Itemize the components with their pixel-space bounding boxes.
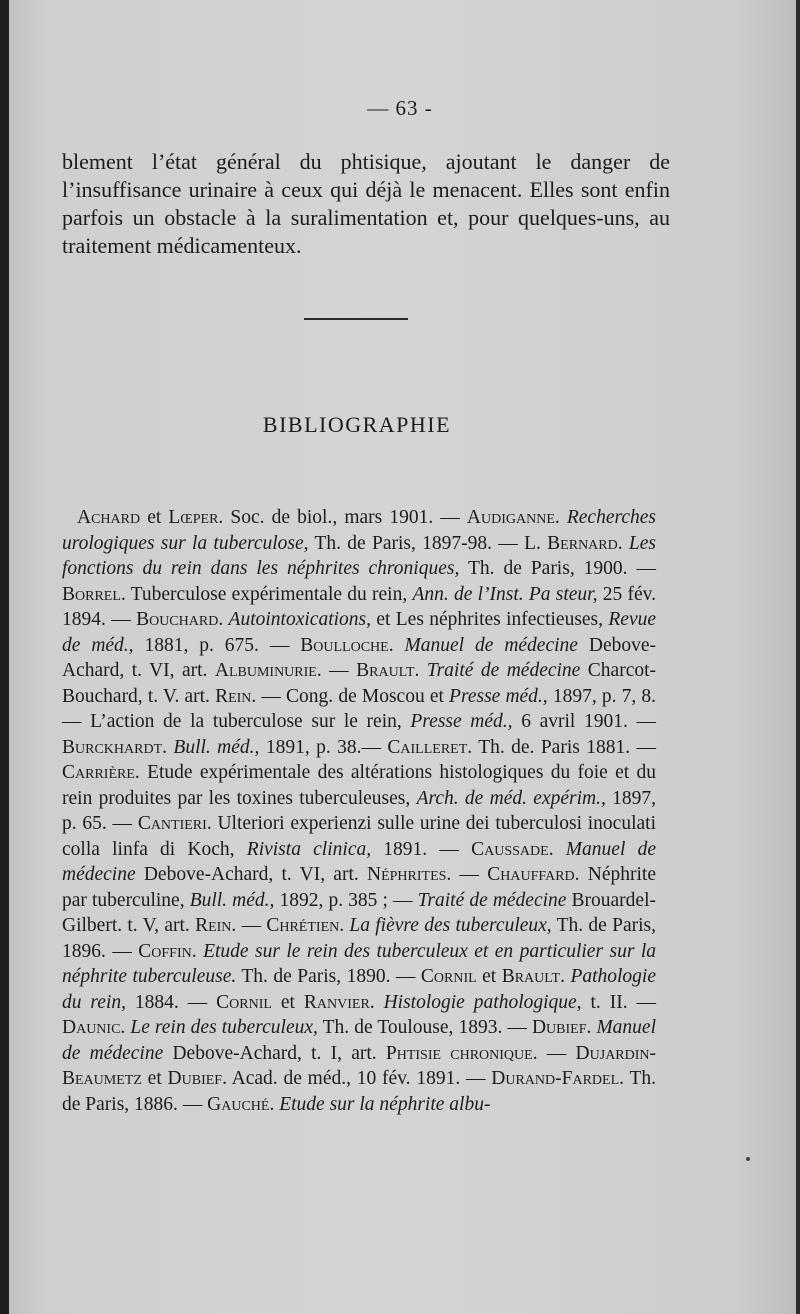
author-name: Burckhardt [62,736,163,758]
ink-speck [746,1157,750,1161]
citation-text: 25 fév. 1894. — [62,583,656,630]
citation-title: Bull. méd., [173,736,260,758]
author-name: Bouchard [136,609,219,630]
author-name: Cantieri [137,813,207,834]
page-shadow-left [0,0,9,1314]
citation-text: Brouardel-Gilbert. t. V, art. [62,889,656,936]
citation-text: Th. de Paris, 1890. — [236,966,421,987]
citation-text: 1881, p. 675. — [133,634,301,656]
citation-title: Pathologie du rein, [62,966,657,1013]
author-name: Néphrites [366,864,447,885]
citation-text: . [560,966,571,987]
citation-text: . — [231,915,267,936]
citation-text: . [191,940,204,962]
citation-text: et [476,966,502,987]
citation-text: 1884. — [126,991,217,1013]
citation-text: et Les néphrites infectieuses, [371,609,609,630]
citation-title: Bull. méd., [189,889,275,911]
citation-title: Histologie pathologique, [383,991,582,1013]
page-number: — 63 - [367,96,433,120]
author-name: Chauffard [487,864,575,885]
author-name: Durand-Fardel [491,1068,620,1089]
citation-text: . Etude expérimentale des altérations histologiques du foie et du rein produites par les toxines tuberculeuses, [62,762,656,809]
citation-title: Traité de médecine [426,660,581,681]
citation-text: et [140,507,169,528]
citation-title: La fièvre des tuberculeux, [349,915,552,936]
citation-text: 1891. — [371,838,472,860]
citation-title: Traité de médecine [417,889,567,911]
citation-title: Rivista clinica, [246,838,372,860]
citation-text: . [586,1017,597,1038]
author-name: Gauché [207,1093,270,1115]
intro-paragraph: blement l’état général du phtisique, ajoutant le danger de l’insuffisance urinaire à ceux qui déjà le menacent. Elles sont enfin parfois un obstacle à la suralimentation et, pour quelques-uns, au traitement médicamenteux. [62,149,670,258]
citation-text: Debove-Achard, t. VI, art. [62,634,657,681]
author-name: Brault [356,660,415,681]
author-name: Coffin [138,940,192,962]
citation-title: Ann. de l’Inst. Pa steur, [412,583,598,605]
citation-text: 1891, p. 38.— [259,736,388,758]
citation-text: . Th. de Paris, 1886. — [62,1068,656,1115]
citation-title: Recherches urologiques sur la tuberculose, [62,507,656,554]
citation-text: Debove-Achard, t. I, art. [163,1042,386,1064]
citation-text: . [269,1093,280,1115]
author-name: Albuminurie [214,660,317,681]
citation-text: . [617,532,629,554]
citation-text: . [554,507,567,528]
citation-text: . Tuberculose expérimentale du rein, [120,583,413,605]
author-name: Dujardin-Beaumetz [62,1042,657,1089]
author-name: Achard [77,507,141,528]
citation-text: . [162,736,174,758]
section-heading: BIBLIOGRAPHIE [262,412,452,437]
citation-text: 1897, p. 7, 8. — L’action de la tuberculose sur le rein, [62,685,656,732]
author-name: Caussade [471,838,549,860]
citation-title: Presse méd., [410,711,513,732]
citation-text: . Soc. de biol., mars 1901. — [218,507,467,528]
author-name: Dubief [531,1017,587,1038]
citation-text: Th. de Toulouse, 1893. — [317,1017,532,1038]
citation-text: . Acad. de méd., 10 fév. 1891. — [222,1068,492,1089]
citation-text: 6 avril 1901. — [512,711,656,732]
citation-text: . — [446,864,488,885]
author-name: Ranvier [303,991,370,1013]
citation-text: 1892, p. 385 ; — [274,889,418,911]
citation-text: Debove-Achard, t. VI, art. [135,864,367,885]
citation-text: . [120,1017,131,1038]
author-name: Lœper [168,507,219,528]
author-name: Daunic [62,1017,121,1038]
citation-text: . [218,609,229,630]
author-name: Carrière [62,762,135,783]
citation-text: et [141,1068,168,1089]
citation-title: Presse méd., [449,685,548,707]
citation-text: . — [316,660,357,681]
citation-text: . [339,915,350,936]
citation-text: . Néphrite par tuberculine, [62,864,656,911]
author-name: Cornil [216,991,272,1013]
author-name: Audiganne [466,507,555,528]
citation-text: Charcot-Bouchard, t. V. art. [62,660,657,707]
author-name: Bernard [547,532,618,554]
citation-text: . [369,991,384,1013]
author-name: Dubief [167,1068,223,1089]
section-divider [304,318,408,320]
citation-text: . Ulteriori experienzi sulle urine dei tuberculosi inoculati colla linfa di Koch, [62,813,656,860]
citation-title: Autointoxications, [228,609,371,630]
author-name: Rein [215,685,252,707]
citation-text: Th. de Paris, 1896. — [62,915,656,962]
author-name: Brault [501,966,561,987]
citation-title: Etude sur la néphrite albu- [279,1093,491,1115]
citation-text: Th. de Paris, 1897-98. — L. [308,532,548,554]
author-name: Borrel [62,583,121,605]
citation-title: Manuel de médecine [404,634,578,656]
citation-title: Les fonctions du rein dans les néphrites chroniques, [62,532,657,579]
author-name: Cailleret [387,736,468,758]
citation-text: 1897, p. 65. — [62,787,656,834]
citation-text: . [388,634,405,656]
citation-title: Le rein des tuberculeux, [130,1017,318,1038]
citation-text: Th. de Paris, 1900. — [459,558,656,579]
page-shadow-right [796,0,800,1314]
citation-title: Manuel de médecine [62,838,656,885]
citation-title: Arch. de méd. expérim., [416,787,606,809]
citation-text: . — Cong. de Moscou et [251,685,450,707]
citation-text: t. II. — [581,991,657,1013]
author-name: Boulloche [300,634,389,656]
citation-title: Revue de méd., [62,609,657,656]
citation-text: . [414,660,427,681]
author-name: Rein [195,915,232,936]
bibliography-text [62,505,656,1117]
citation-text: et [271,991,304,1013]
author-name: Cornil [420,966,477,987]
author-name: Phtisie chronique [385,1042,533,1064]
citation-text: . Th. de. Paris 1881. — [467,736,657,758]
citation-text: . — [532,1042,576,1064]
citation-title: Etude sur le rein des tuberculeux et en particulier sur la néphrite tuberculeuse. [62,940,657,987]
citation-title: Manuel de médecine [62,1017,657,1064]
citation-text: . [548,838,566,860]
author-name: Chrétien [266,915,340,936]
